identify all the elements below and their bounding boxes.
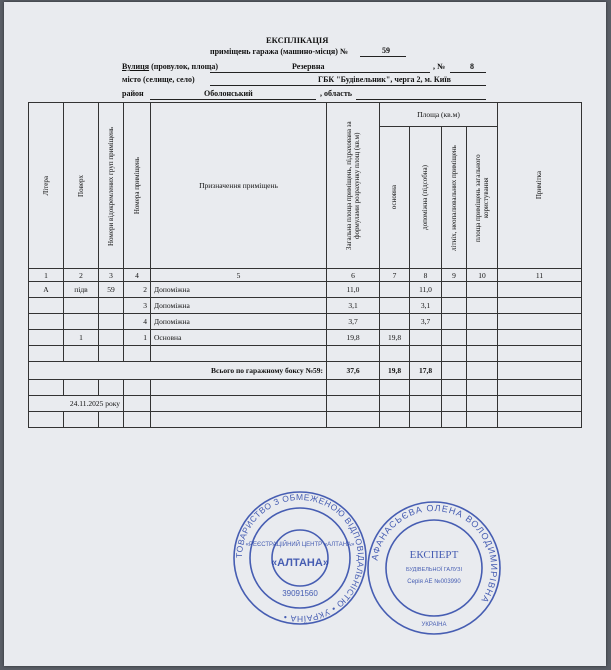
date-cell: 24.11.2025 року <box>29 396 124 412</box>
cell-common <box>467 314 498 330</box>
cell-common <box>467 298 498 314</box>
cell-notes <box>498 330 582 346</box>
svg-text:«РЕЄСТРАЦІЙНИЙ ЦЕНТР «АЛТАНА»: «РЕЄСТРАЦІЙНИЙ ЦЕНТР «АЛТАНА» <box>245 542 355 548</box>
svg-text:ЕКСПЕРТ: ЕКСПЕРТ <box>409 549 459 561</box>
col-number: 1 <box>29 269 64 282</box>
col-number: 6 <box>327 269 380 282</box>
street-label: Вулиця (провулок, площа) <box>122 62 219 71</box>
total-row <box>29 362 582 380</box>
number-underline <box>450 72 486 73</box>
cell-notes <box>498 282 582 298</box>
city-value: ГБК "Будівельник", черга 2, м. Київ <box>318 75 451 84</box>
number-value: 8 <box>470 62 474 71</box>
cell-main <box>380 298 410 314</box>
col-header-notes: Примітка <box>498 103 582 269</box>
street-underline <box>210 72 430 73</box>
col-header-summer: літніх, неопалювальних приміщень <box>442 127 467 269</box>
cell-poverkh: підв <box>64 282 99 298</box>
cell-room: 4 <box>124 314 151 330</box>
col-number: 5 <box>151 269 327 282</box>
garage-number-underline <box>360 56 406 57</box>
cell-notes <box>498 298 582 314</box>
col-number: 7 <box>380 269 410 282</box>
svg-text:39091560: 39091560 <box>282 589 318 598</box>
total-area-sum: 37,6 <box>327 362 380 380</box>
table-row <box>29 282 582 298</box>
cell-group: 59 <box>99 282 124 298</box>
document-page <box>4 2 606 666</box>
col-number: 3 <box>99 269 124 282</box>
cell-purpose: Допоміжна <box>151 314 327 330</box>
cell-litera: А <box>29 282 64 298</box>
district-underline <box>150 99 316 100</box>
number-label: , № <box>433 62 446 71</box>
cell-litera <box>29 314 64 330</box>
svg-text:ТОВАРИСТВО З ОБМЕЖЕНОЮ ВІДПОВІ: ТОВАРИСТВО З ОБМЕЖЕНОЮ ВІДПОВІДАЛЬНІСТЮ • УКРАЇНА • <box>233 491 367 625</box>
cell-room: 3 <box>124 298 151 314</box>
col-header-room-numbers: Номера приміщень <box>124 103 151 269</box>
cell-main <box>380 282 410 298</box>
col-header-poverkh: Поверх <box>64 103 99 269</box>
cell-main <box>380 314 410 330</box>
cell-summer <box>442 298 467 314</box>
col-number: 11 <box>498 269 582 282</box>
region-underline <box>356 99 486 100</box>
city-label: місто (селище, село) <box>122 75 195 84</box>
svg-text:АФАНАСЬЄВА ОЛЕНА ВОЛОДИМИРІВНА: АФАНАСЬЄВА ОЛЕНА ВОЛОДИМИРІВНА <box>369 502 500 606</box>
cell-total: 11,0 <box>327 282 380 298</box>
cell-aux <box>410 330 442 346</box>
cell-room: 1 <box>124 330 151 346</box>
cell-group <box>99 330 124 346</box>
cell-group <box>99 314 124 330</box>
cell-total: 19,8 <box>327 330 380 346</box>
cell-total: 3,1 <box>327 298 380 314</box>
street-value: Резервна <box>292 62 325 71</box>
cell-purpose: Допоміжна <box>151 298 327 314</box>
cell-total: 3,7 <box>327 314 380 330</box>
col-number: 8 <box>410 269 442 282</box>
table-row-empty <box>29 346 582 362</box>
col-number: 10 <box>467 269 498 282</box>
column-numbers-row <box>29 269 582 282</box>
table-row <box>29 298 582 314</box>
date-row <box>29 396 582 412</box>
cell-group <box>99 298 124 314</box>
district-label: район <box>122 89 144 98</box>
table-row-empty <box>29 412 582 428</box>
expert-seal-stamp <box>364 498 504 638</box>
total-label: Всього по гаражному боксу №59: <box>29 362 327 380</box>
col-header-area-group: Площа (кв.м) <box>380 103 498 127</box>
cell-common <box>467 330 498 346</box>
city-underline <box>210 85 486 86</box>
col-header-main: основна <box>380 127 410 269</box>
table-row <box>29 330 582 346</box>
col-header-auxiliary: допоміжна (підсобна) <box>410 127 442 269</box>
svg-text:Серія АЕ №003990: Серія АЕ №003990 <box>407 579 461 585</box>
district-value: Оболонський <box>204 89 253 98</box>
col-number: 2 <box>64 269 99 282</box>
cell-room: 2 <box>124 282 151 298</box>
col-header-common: площа приміщень загального користування <box>467 127 498 269</box>
total-aux-sum: 17,8 <box>410 362 442 380</box>
garage-number: 59 <box>382 46 390 55</box>
document-title: ЕКСПЛІКАЦІЯ <box>266 35 329 45</box>
cell-main: 19,8 <box>380 330 410 346</box>
col-number: 9 <box>442 269 467 282</box>
col-header-litera: Літера <box>29 103 64 269</box>
cell-litera <box>29 298 64 314</box>
cell-purpose: Допоміжна <box>151 282 327 298</box>
cell-litera <box>29 330 64 346</box>
col-header-total-area: Загальна площа приміщень, підрахована за формулами розрахунку площ (кв.м) <box>327 103 380 269</box>
table-row-empty <box>29 380 582 396</box>
cell-aux: 11,0 <box>410 282 442 298</box>
cell-notes <box>498 314 582 330</box>
col-number: 4 <box>124 269 151 282</box>
company-seal-stamp <box>230 488 370 628</box>
cell-poverkh: 1 <box>64 330 99 346</box>
cell-aux: 3,7 <box>410 314 442 330</box>
col-header-group-numbers: Номери відокремлених груп приміщень <box>99 103 124 269</box>
cell-summer <box>442 314 467 330</box>
svg-text:УКРАЇНА: УКРАЇНА <box>421 622 447 628</box>
region-label: , область <box>320 89 352 98</box>
col-header-purpose: Призначення приміщень <box>151 103 327 269</box>
svg-text:«АЛТАНА»: «АЛТАНА» <box>271 557 329 569</box>
explication-table <box>28 102 582 428</box>
cell-poverkh <box>64 298 99 314</box>
cell-aux: 3,1 <box>410 298 442 314</box>
cell-common <box>467 282 498 298</box>
table-row <box>29 314 582 330</box>
svg-text:БУДІВЕЛЬНОЇ ГАЛУЗІ: БУДІВЕЛЬНОЇ ГАЛУЗІ <box>405 567 463 573</box>
total-main-sum: 19,8 <box>380 362 410 380</box>
cell-purpose: Основна <box>151 330 327 346</box>
cell-poverkh <box>64 314 99 330</box>
cell-summer <box>442 330 467 346</box>
document-subtitle: приміщень гаража (машино-місця) № <box>210 47 348 56</box>
cell-summer <box>442 282 467 298</box>
